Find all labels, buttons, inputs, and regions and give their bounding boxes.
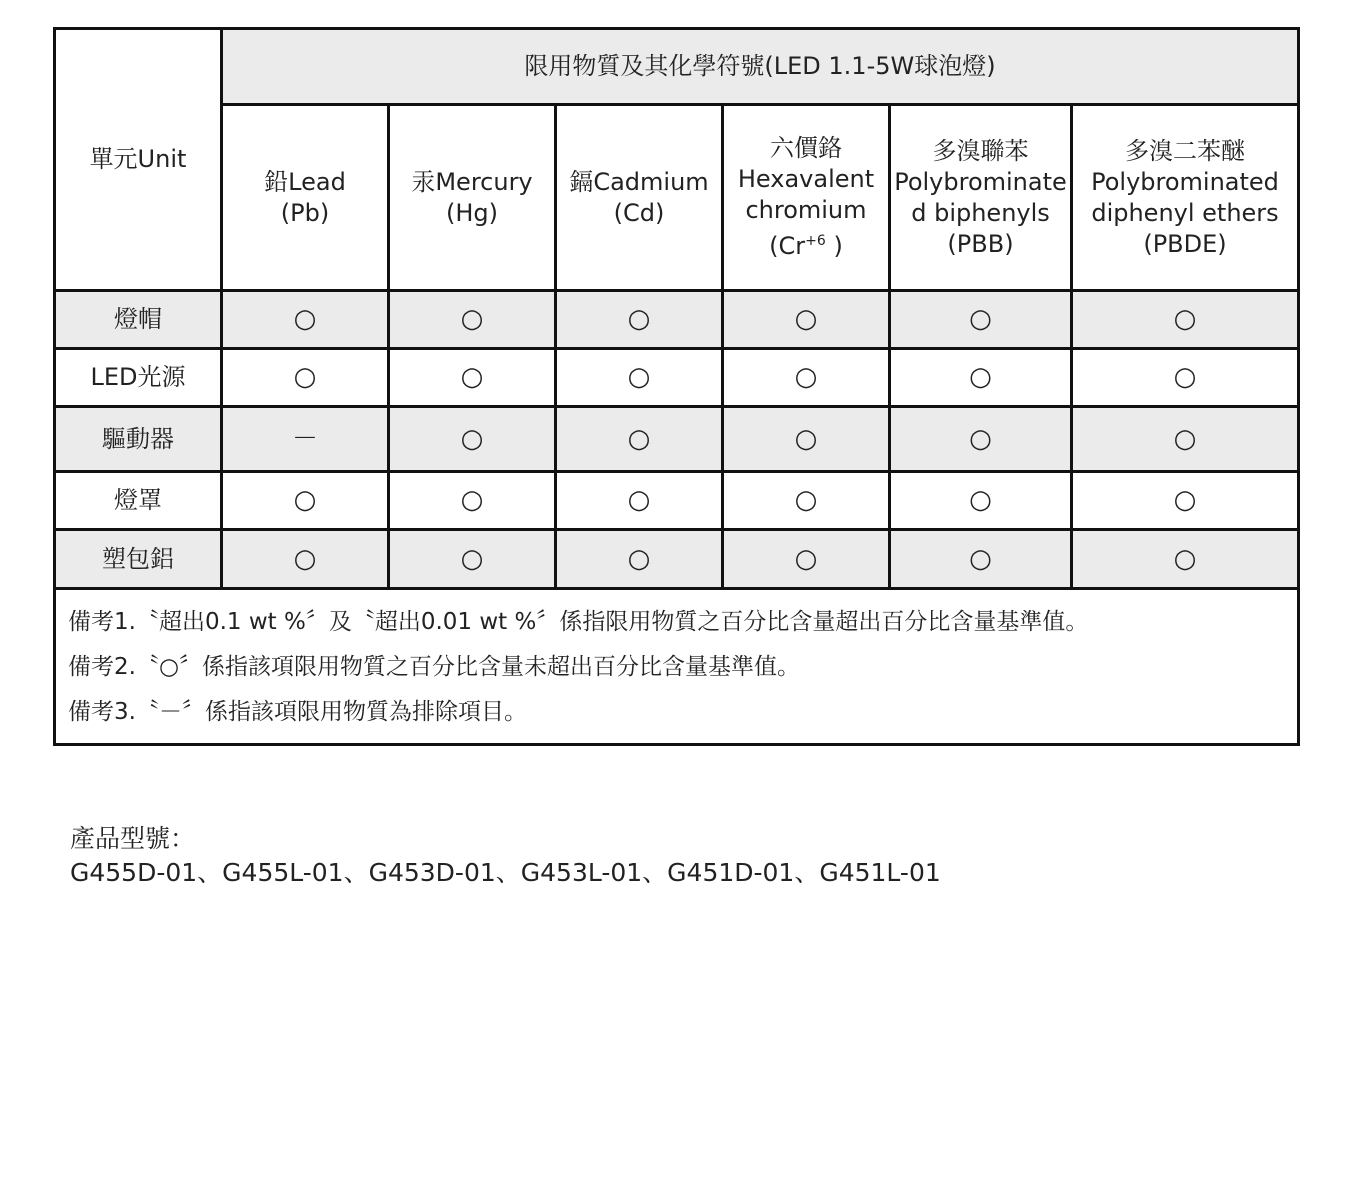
notes-cell <box>55 589 1299 745</box>
substance-mark: ○ <box>556 291 723 349</box>
substance-mark: ○ <box>556 530 723 589</box>
row-unit: 驅動器 <box>55 407 222 472</box>
substance-mark: ○ <box>556 472 723 530</box>
row-unit: 燈罩 <box>55 472 222 530</box>
substance-mark: ○ <box>723 407 890 472</box>
column-header-pbde: 多溴二苯醚 Polybrominated diphenyl ethers (PBDE) <box>1072 105 1299 291</box>
restricted-substances-table <box>53 27 1300 746</box>
substance-mark: － <box>222 407 389 472</box>
substance-mark: ○ <box>890 349 1072 407</box>
substance-mark: ○ <box>890 291 1072 349</box>
column-header-cadmium: 鎘Cadmium (Cd) <box>556 105 723 291</box>
column-header-pbb: 多溴聯苯 Polybrominated biphenyls (PBB) <box>890 105 1072 291</box>
substance-mark: ○ <box>1072 472 1299 530</box>
table-row <box>55 407 1299 472</box>
product-models <box>70 822 941 890</box>
product-label: 產品型號： <box>70 824 196 853</box>
row-unit: 塑包鋁 <box>55 530 222 589</box>
substance-mark: ○ <box>222 530 389 589</box>
substance-mark: ○ <box>389 349 556 407</box>
substance-mark: ○ <box>556 349 723 407</box>
row-unit: 燈帽 <box>55 291 222 349</box>
table-row <box>55 349 1299 407</box>
substance-mark: ○ <box>389 291 556 349</box>
substance-mark: ○ <box>723 349 890 407</box>
substance-mark: ○ <box>1072 407 1299 472</box>
substance-mark: ○ <box>723 472 890 530</box>
substance-mark: ○ <box>890 530 1072 589</box>
product-model-list: G455D-01、G455L-01、G453D-01、G453L-01、G451D-01、G451L-01 <box>70 858 941 887</box>
column-header-mercury: 汞Mercury (Hg) <box>389 105 556 291</box>
column-header-chromium: 六價鉻 Hexavalent chromium ($Cr^{+6}$ ) <box>723 105 890 291</box>
substance-mark: ○ <box>723 291 890 349</box>
substance-mark: ○ <box>389 472 556 530</box>
column-header-lead: 鉛Lead (Pb) <box>222 105 389 291</box>
substance-mark: ○ <box>222 349 389 407</box>
table-row <box>55 530 1299 589</box>
substance-mark: ○ <box>890 407 1072 472</box>
substance-mark: ○ <box>222 291 389 349</box>
note-2: 備考2.〝○〞係指該項限用物質之百分比含量未超出百分比含量基準值。 <box>68 654 801 680</box>
note-1: 備考1.〝超出0.1 wt %〞及〝超出0.01 wt %〞係指限用物質之百分比含量超出百分比含量基準值。 <box>68 609 1089 635</box>
row-unit: LED光源 <box>55 349 222 407</box>
substance-mark: ○ <box>1072 530 1299 589</box>
table-title: 限用物質及其化學符號(LED 1.1-5W球泡燈) <box>222 29 1299 105</box>
substance-mark: ○ <box>1072 291 1299 349</box>
substance-mark: ○ <box>389 530 556 589</box>
substance-mark: ○ <box>890 472 1072 530</box>
note-3: 備考3.〝－〞係指該項限用物質為排除項目。 <box>68 699 527 725</box>
substance-mark: ○ <box>222 472 389 530</box>
substance-mark: ○ <box>723 530 890 589</box>
substance-mark: ○ <box>389 407 556 472</box>
table-row <box>55 472 1299 530</box>
substance-mark: ○ <box>1072 349 1299 407</box>
substance-mark: ○ <box>556 407 723 472</box>
table-row <box>55 291 1299 349</box>
unit-header: 單元Unit <box>55 29 222 291</box>
